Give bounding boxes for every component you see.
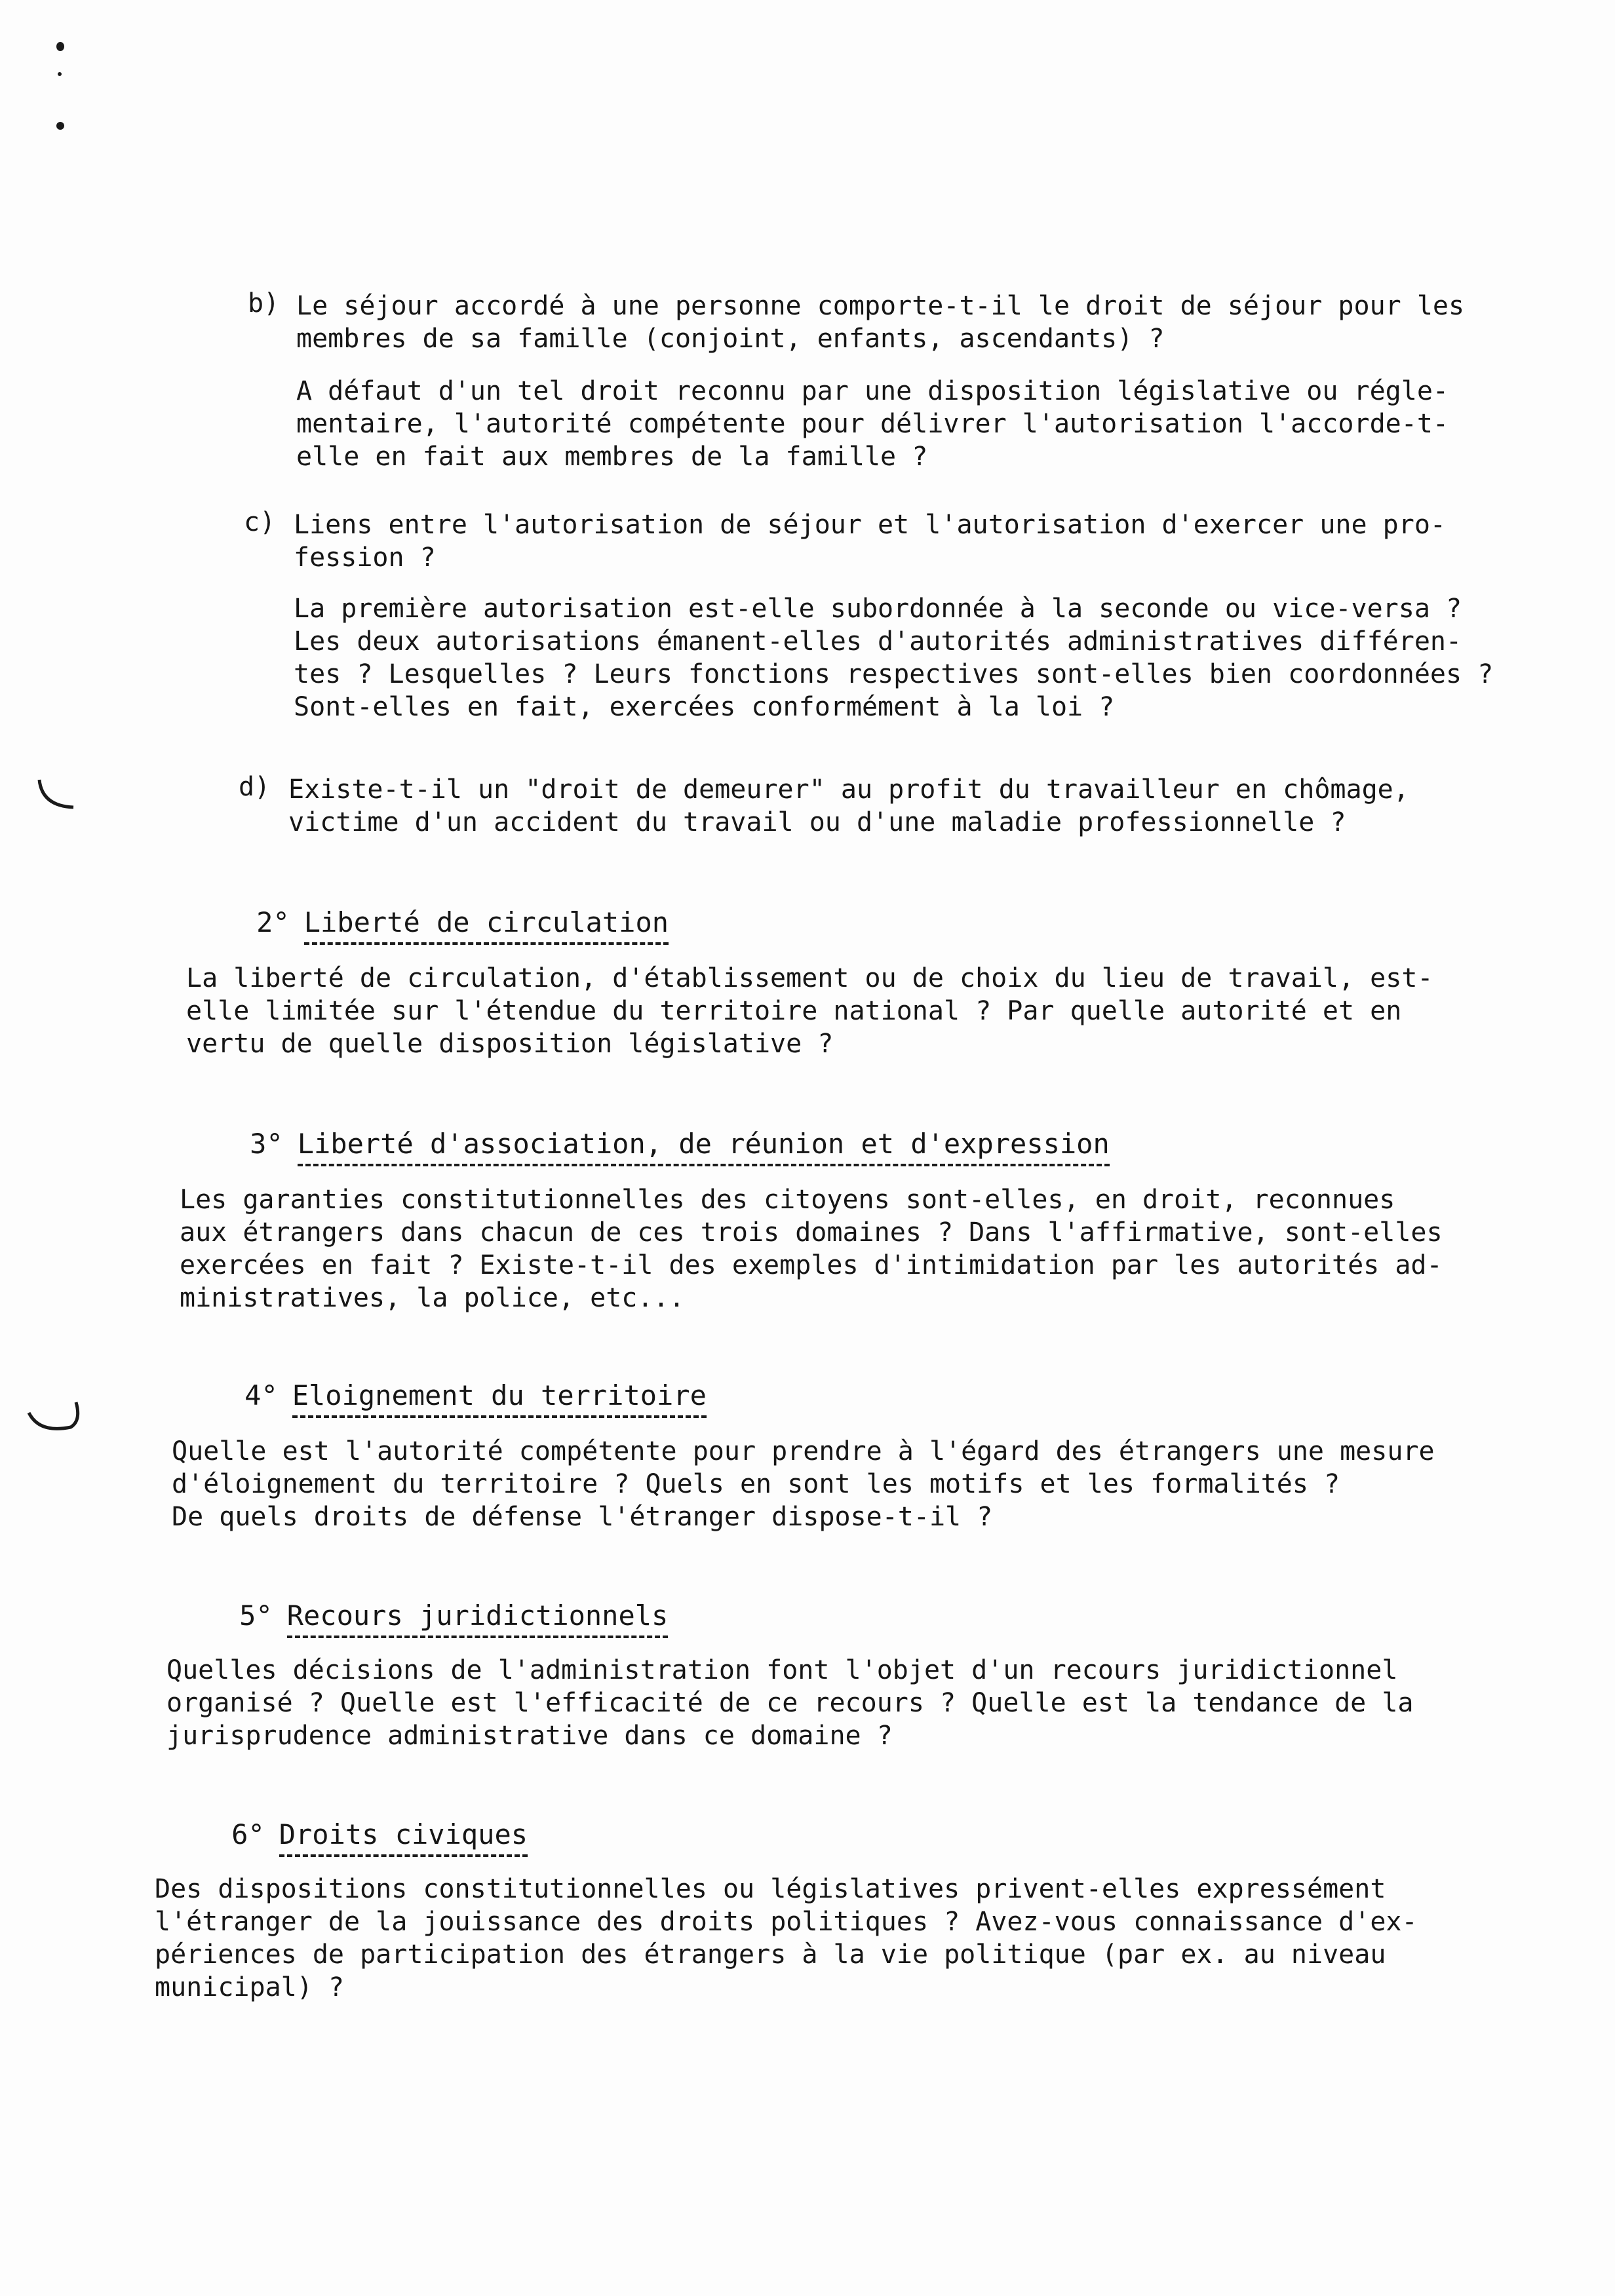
text-line: elle en fait aux membres de la famille ?	[296, 442, 928, 472]
text-line: Existe-t-il un "droit de demeurer" au profit du travailleur en chômage,	[288, 775, 1409, 805]
text-line: Quelles décisions de l'administration font l'objet d'un recours juridictionnel	[166, 1655, 1398, 1685]
text-line: aux étrangers dans chacun de ces trois domaines ? Dans l'affirmative, sont-elles	[180, 1217, 1443, 1248]
margin-dot	[58, 72, 62, 76]
text-line: jurisprudence administrative dans ce domaine ?	[166, 1721, 893, 1751]
text-line: La liberté de circulation, d'établissement ou de choix du lieu de travail, est-	[186, 963, 1433, 993]
binder-hole-mark	[25, 1389, 84, 1442]
section-heading-6	[165, 1784, 528, 1886]
text-line: mentaire, l'autorité compétente pour délivrer l'autorisation l'accorde-t-	[296, 409, 1449, 439]
text-line: membres de sa famille (conjoint, enfants, ascendants) ?	[296, 324, 1165, 354]
section-heading-3	[184, 1093, 1110, 1195]
text-line: De quels droits de défense l'étranger dispose-t-il ?	[172, 1502, 993, 1532]
section-title: Liberté de circulation	[304, 906, 669, 945]
item-c-followup	[294, 592, 1493, 723]
section-number: 2°	[256, 906, 290, 938]
text-line: ministratives, la police, etc...	[180, 1283, 685, 1313]
section-body-6	[155, 1873, 1418, 2004]
text-line: Liens entre l'autorisation de séjour et l'autorisation d'exercer une pro-	[294, 510, 1446, 540]
text-line: Sont-elles en fait, exercées conformément à la loi ?	[294, 692, 1115, 722]
section-body-3	[180, 1183, 1443, 1314]
section-number: 4°	[244, 1379, 278, 1411]
text-line: exercées en fait ? Existe-t-il des exemples d'intimidation par les autorités ad-	[180, 1250, 1443, 1280]
text-line: tes ? Lesquelles ? Leurs fonctions respectives sont-elles bien coordonnées ?	[294, 659, 1494, 689]
text-line: La première autorisation est-elle subordonnée à la seconde ou vice-versa ?	[294, 594, 1462, 624]
text-line: l'étranger de la jouissance des droits politiques ? Avez-vous connaissance d'ex-	[155, 1907, 1418, 1937]
text-line: victime d'un accident du travail ou d'une maladie professionnelle ?	[288, 807, 1346, 837]
section-body-5	[166, 1654, 1413, 1752]
section-body-4	[172, 1435, 1435, 1533]
text-line: fession ?	[294, 543, 436, 573]
margin-dot	[56, 42, 64, 51]
section-body-2	[186, 962, 1433, 1060]
item-b-followup	[296, 375, 1449, 473]
text-line: Quelle est l'autorité compétente pour prendre à l'égard des étrangers une mesure	[172, 1436, 1435, 1466]
item-label-d: d)	[239, 772, 271, 802]
item-b-question	[296, 290, 1464, 355]
text-line: Des dispositions constitutionnelles ou législatives privent-elles expressément	[155, 1874, 1386, 1904]
text-line: Les deux autorisations émanent-elles d'autorités administratives différen-	[294, 626, 1462, 657]
text-line: municipal) ?	[155, 1972, 344, 2002]
section-title: Eloignement du territoire	[292, 1379, 707, 1418]
text-line: d'éloignement du territoire ? Quels en sont les motifs et les formalités ?	[172, 1469, 1340, 1499]
section-heading-2	[190, 871, 669, 974]
section-title: Droits civiques	[279, 1818, 528, 1857]
item-label-c: c)	[244, 507, 276, 537]
text-line: périences de participation des étrangers à la vie politique (par ex. au niveau	[155, 1940, 1386, 1970]
text-line: Le séjour accordé à une personne comporte-t-il le droit de séjour pour les	[296, 291, 1465, 321]
section-title: Recours juridictionnels	[287, 1599, 669, 1638]
text-line: A défaut d'un tel droit reconnu par une disposition législative ou régle-	[296, 376, 1449, 406]
section-title: Liberté d'association, de réunion et d'expression	[298, 1128, 1110, 1166]
text-line: vertu de quelle disposition législative ?	[186, 1029, 834, 1059]
section-number: 6°	[231, 1818, 265, 1850]
item-c-question	[294, 508, 1446, 574]
margin-dot	[56, 122, 64, 130]
binder-hole-mark	[34, 773, 87, 819]
section-number: 5°	[239, 1599, 273, 1632]
text-line: Les garanties constitutionnelles des citoyens sont-elles, en droit, reconnues	[180, 1185, 1395, 1215]
item-label-b: b)	[248, 288, 280, 318]
section-heading-5	[173, 1565, 668, 1667]
item-d-question	[288, 773, 1409, 839]
text-line: organisé ? Quelle est l'efficacité de ce recours ? Quelle est la tendance de la	[166, 1688, 1414, 1718]
section-heading-4	[178, 1345, 707, 1447]
text-line: elle limitée sur l'étendue du territoire national ? Par quelle autorité et en	[186, 996, 1402, 1026]
section-number: 3°	[250, 1128, 283, 1160]
